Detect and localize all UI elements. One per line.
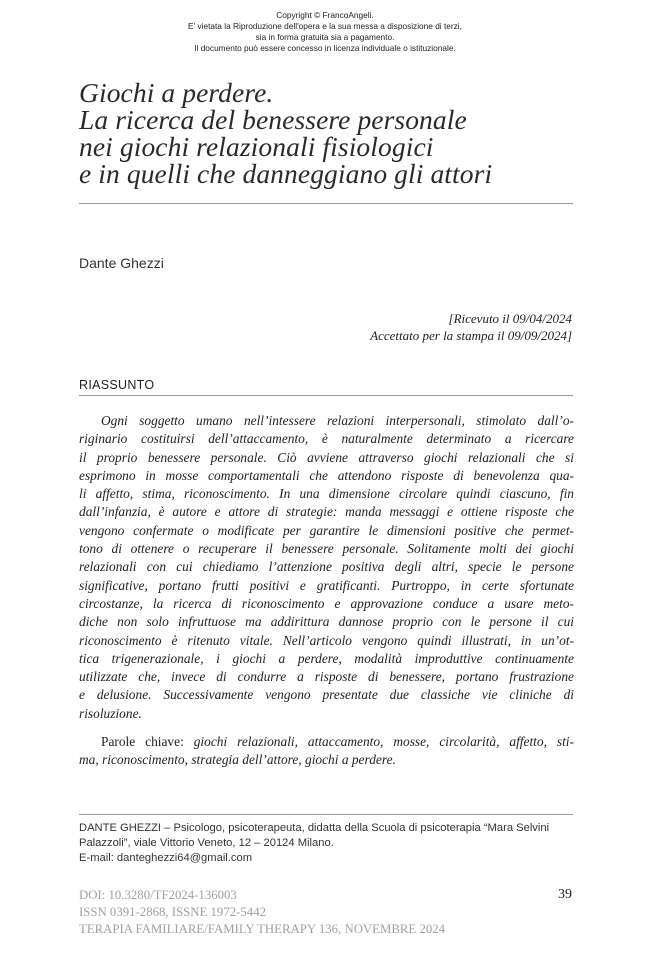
copyright-line: sia in forma gratuita sia a pagamento. [255,32,395,42]
abstract-heading: RIASSUNTO [79,378,155,392]
copyright-line: Il documento può essere concesso in licenza individuale o istituzionale. [194,43,456,53]
page-number: 39 [558,887,572,902]
title-line: La ricerca del benessere personale [79,104,467,135]
abstract-line: relazionali con cui chiediamo l’attenzione positiva degli altri, specie le persone [79,559,574,575]
keywords-label: Parole chiave: [101,734,194,749]
abstract-line: li affetto, stima, riconoscimento. In una dimensione circolare quindi ciascuno, fin [79,486,574,502]
publication-footer [79,887,445,938]
abstract-line: vengono confermate o modificate per garantire le dimensioni positive che permet- [79,522,574,538]
author-affiliation [79,821,574,867]
keywords-line [79,733,574,751]
abstract-line: tica trigenerazionale, i giochi a perdere, modalità improduttive continuamente [79,650,574,666]
copyright-notice [0,10,650,54]
affiliation-line: DANTE GHEZZI – Psicologo, psicoterapeuta, didatta della Scuola di psicoterapia “Mara Selvini [79,822,550,834]
abstract-line: circostanze, la ricerca di riconoscimento e approvazione conduce a usare meto- [79,595,574,611]
abstract-line: tono di ottenere o recuperare il benessere personale. Solitamente molti dei giochi [79,541,574,557]
copyright-line: Copyright © FrancoAngeli. [276,10,374,20]
copyright-line: E' vietata la Riproduzione dell'opera e la sua messa a disposizione di terzi, [188,21,462,31]
abstract-body [79,412,574,723]
author-name: Dante Ghezzi [79,255,164,271]
footnote-divider [79,814,573,815]
title-line: nei giochi relazionali fisiologici [79,131,434,162]
abstract-line: dall’infanzia, è autore e attore di strategie: manda messaggi e ottiene risposte che [79,504,574,520]
title-line: e in quelli che danneggiano gli attori [79,158,493,189]
abstract-line: riconoscimento è ritenuto vitale. Nell’articolo vengono quindi illustrati, in un’ot- [79,632,574,648]
article-title [79,79,579,187]
abstract-line: risoluzione. [79,705,142,721]
abstract-line: significative, portano frutti positivi e gratificanti. Purtroppo, in certe sfortunate [79,577,574,593]
submission-dates [370,310,572,344]
abstract-divider [79,395,573,396]
keywords-text: giochi relazionali, attaccamento, mosse, circolarità, affetto, sti- [193,734,574,749]
abstract-line: diche non solo infruttuose ma addirittura dannose proprio con le persone il cui [79,614,574,630]
abstract-line: riginario costituirsi dell’attaccamento, è naturalmente determinato a ricercare [79,431,574,447]
affiliation-line: Palazzoli”, viale Vittorio Veneto, 12 – 20124 Milano. [79,837,334,850]
abstract-line: esprimono in mosse comportamentali che attendono risposte di benevolenza qua- [79,467,574,483]
abstract-line: Ogni soggetto umano nell’intessere relazioni interpersonali, stimolato dall’o- [101,413,574,428]
issn: ISSN 0391-2868, ISSNE 1972-5442 [79,905,266,919]
keywords-line: ma, riconoscimento, strategia dell’attore, giochi a perdere. [79,752,396,768]
title-line: Giochi a perdere. [79,77,274,108]
title-divider [79,203,573,204]
doi: DOI: 10.3280/TF2024-136003 [79,888,237,902]
abstract-line: utilizzate che, invece di condurre a risposte di benessere, portano frustrazione [79,669,574,685]
author-email: E-mail: danteghezzi64@gmail.com [79,852,253,865]
journal-info: TERAPIA FAMILIARE/FAMILY THERAPY 136, NOVEMBRE 2024 [79,922,446,936]
keywords-block [79,733,574,770]
accepted-date: Accettato per la stampa il 09/09/2024] [370,328,572,343]
abstract-line: il proprio benessere personale. Ciò avviene attraverso giochi relazionali che si [79,449,574,465]
received-date: [Ricevuto il 09/04/2024 [448,311,572,326]
abstract-line: e delusione. Successivamente vengono presentate due classiche vie cliniche di [79,687,574,703]
